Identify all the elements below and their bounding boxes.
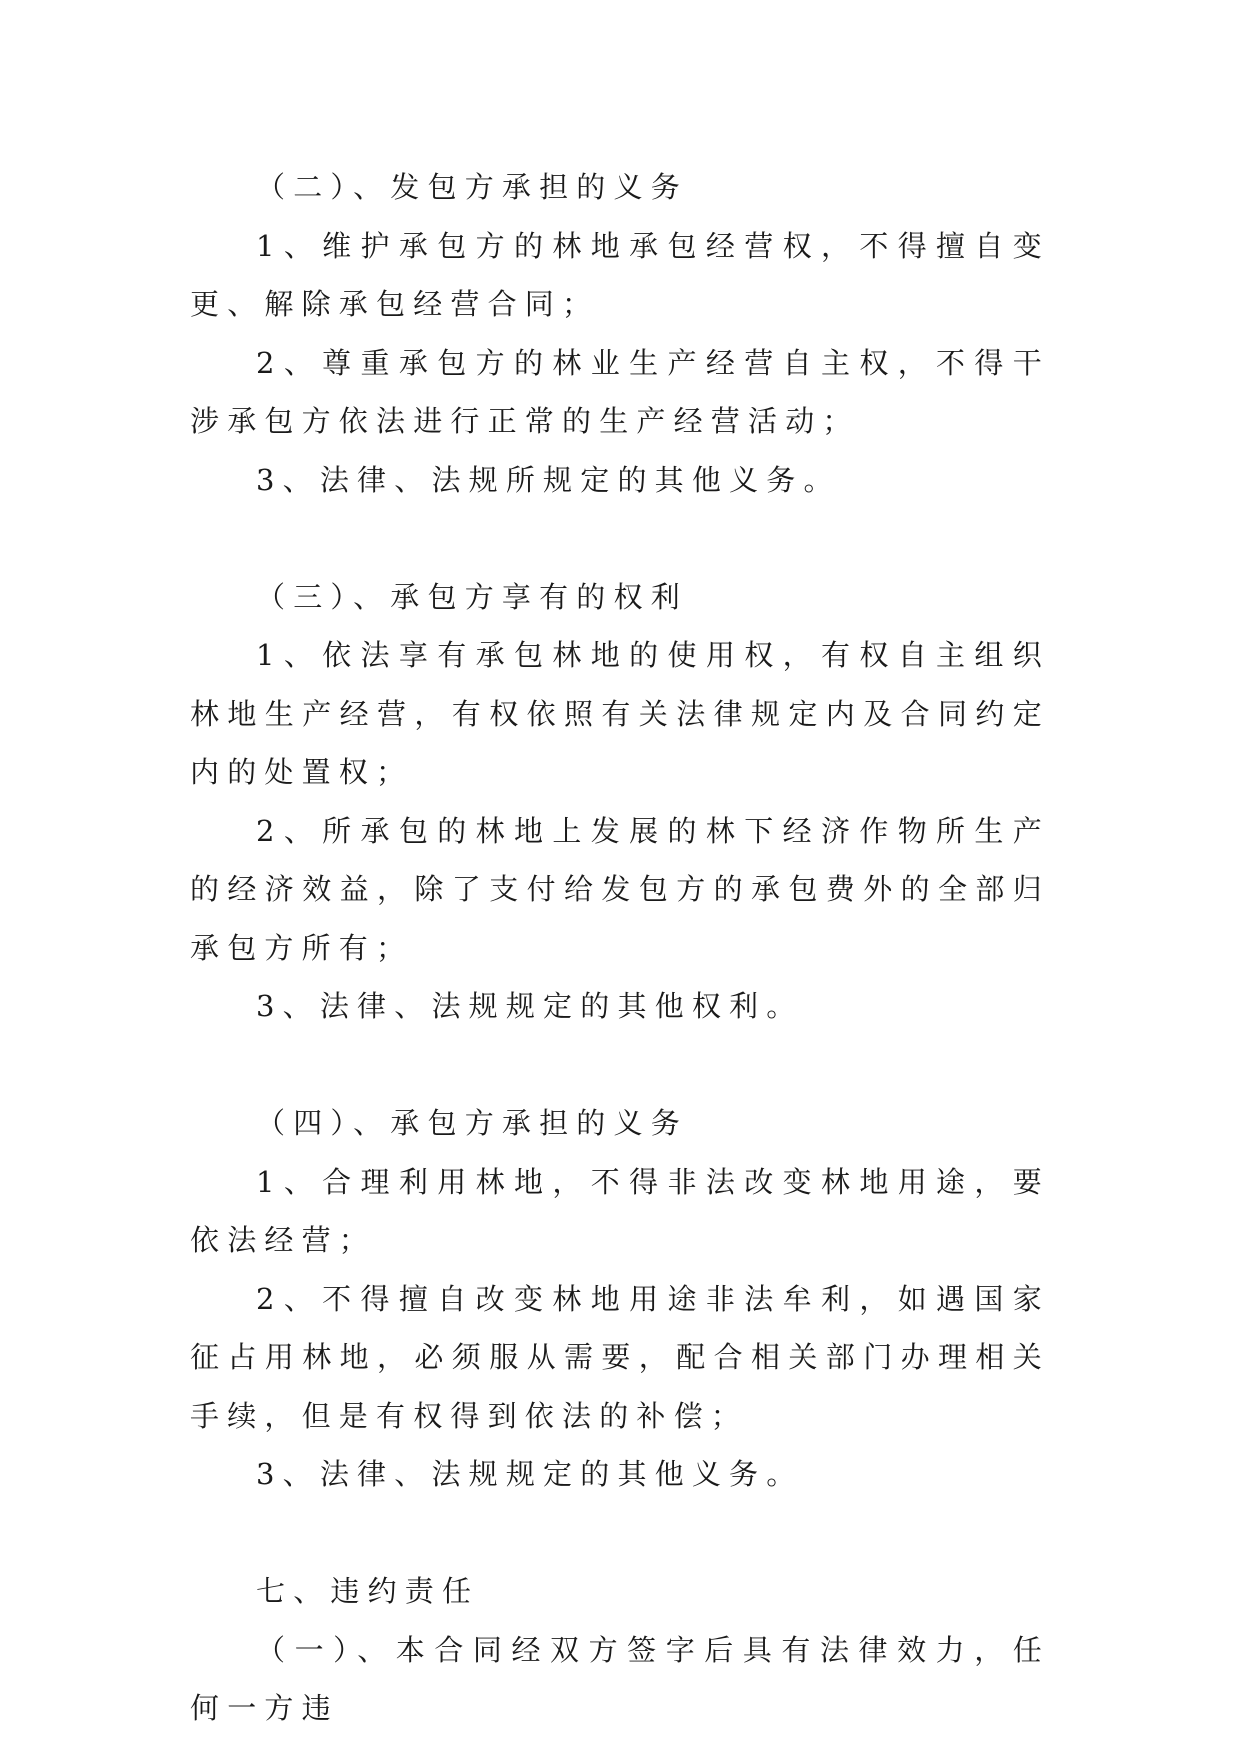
list-item: 1、依法享有承包林地的使用权，有权自主组织林地生产经营，有权依照有关法律规定内及合同约定内的处置权； [190,638,1050,789]
section-heading: 七、违约责任 [256,1574,480,1608]
list-item: 3、法律、法规规定的其他义务。 [256,1457,804,1491]
list-item: 1、合理利用林地，不得非法改变林地用途，要依法经营； [190,1164,1050,1257]
section-spacer [190,509,1050,568]
section-heading: （四）、承包方承担的义务 [256,1106,688,1140]
section-heading: （三）、承包方享有的权利 [256,579,688,614]
document-page [190,158,1050,1738]
list-item: 1、维护承包方的林地承包经营权，不得擅自变更、解除承包经营合同； [190,228,1050,321]
list-item: （一）、本合同经双方签字后具有法律效力，任何一方违 [190,1632,1050,1725]
list-item: 3、法律、法规规定的其他权利。 [256,989,804,1023]
section-heading: （二）、发包方承担的义务 [256,170,688,204]
list-item: 2、尊重承包方的林业生产经营自主权，不得干涉承包方依法进行正常的生产经营活动； [190,345,1050,438]
list-item: 2、所承包的林地上发展的林下经济作物所生产的经济效益，除了支付给发包方的承包费外的全部归承包方所有； [190,813,1050,965]
list-item: 3、法律、法规所规定的其他义务。 [256,462,841,497]
section-spacer [190,1504,1050,1563]
section-spacer [190,1036,1050,1095]
list-item: 2、不得擅自改变林地用途非法牟利，如遇国家征占用林地，必须服从需要，配合相关部门办理相关手续，但是有权得到依法的补偿； [190,1281,1050,1433]
